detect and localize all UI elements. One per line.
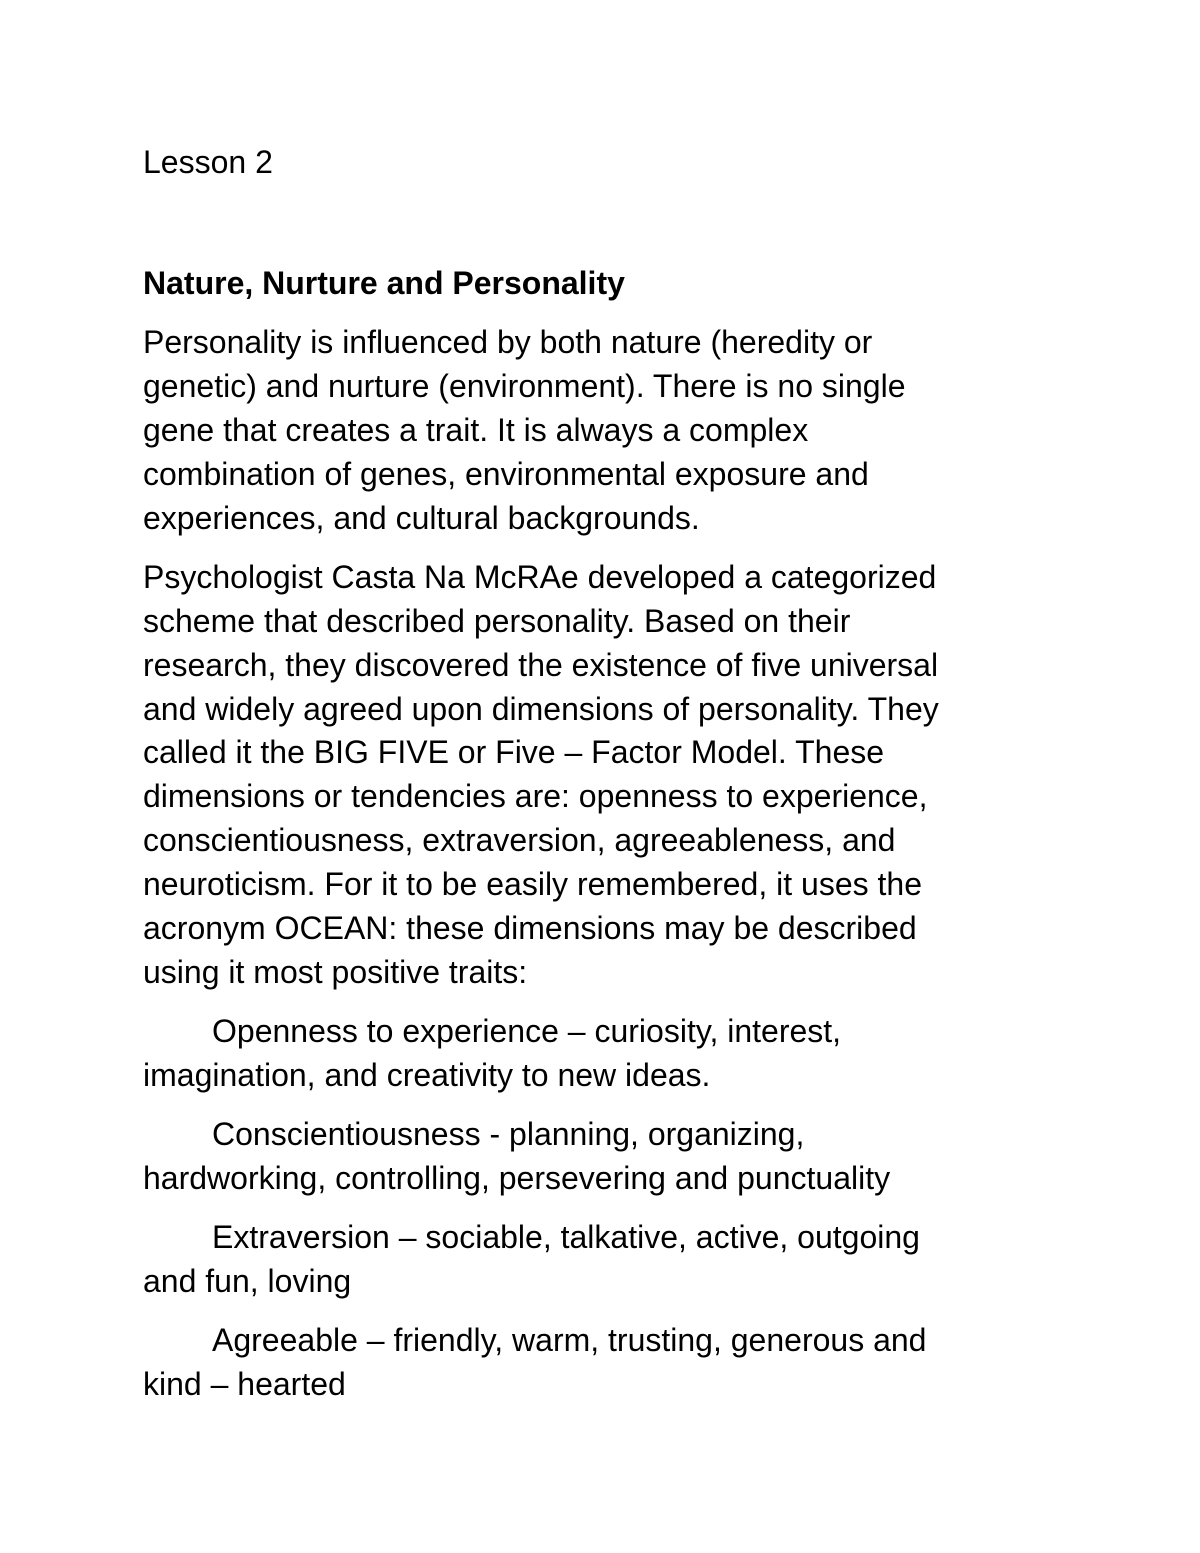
paragraph-line: genetic) and nurture (environment). There is no single bbox=[143, 368, 906, 404]
lesson-label: Lesson 2 bbox=[143, 144, 273, 180]
paragraph-line: scheme that described personality. Based on their bbox=[143, 603, 851, 639]
paragraph-line: Personality is influenced by both nature (heredity or bbox=[143, 324, 873, 360]
document-title: Nature, Nurture and Personality bbox=[143, 265, 625, 301]
trait-first-line: Conscientiousness - planning, organizing, bbox=[212, 1116, 805, 1152]
paragraph-line: Psychologist Casta Na McRAe developed a categorized bbox=[143, 559, 937, 595]
trait-second-line: imagination, and creativity to new ideas. bbox=[143, 1057, 711, 1093]
paragraph-line: using it most positive traits: bbox=[143, 954, 528, 990]
paragraph-line: and widely agreed upon dimensions of personality. They bbox=[143, 691, 939, 727]
paragraph-line: called it the BIG FIVE or Five – Factor Model. These bbox=[143, 734, 885, 770]
paragraph-line: gene that creates a trait. It is always a complex bbox=[143, 412, 809, 448]
trait-first-line: Agreeable – friendly, warm, trusting, generous and bbox=[212, 1322, 927, 1358]
trait-first-line: Openness to experience – curiosity, interest, bbox=[212, 1013, 842, 1049]
trait-second-line: hardworking, controlling, persevering and punctuality bbox=[143, 1160, 891, 1196]
paragraph-line: acronym OCEAN: these dimensions may be described bbox=[143, 910, 917, 946]
trait-second-line: kind – hearted bbox=[143, 1366, 346, 1402]
paragraph-line: neuroticism. For it to be easily remembered, it uses the bbox=[143, 866, 922, 902]
paragraph-line: dimensions or tendencies are: openness to experience, bbox=[143, 778, 928, 814]
paragraph-line: conscientiousness, extraversion, agreeableness, and bbox=[143, 822, 896, 858]
trait-second-line: and fun, loving bbox=[143, 1263, 352, 1299]
paragraph-line: research, they discovered the existence of five universal bbox=[143, 647, 939, 683]
paragraph-line: experiences, and cultural backgrounds. bbox=[143, 500, 700, 536]
paragraph-line: combination of genes, environmental exposure and bbox=[143, 456, 869, 492]
trait-first-line: Extraversion – sociable, talkative, active, outgoing bbox=[212, 1219, 920, 1255]
